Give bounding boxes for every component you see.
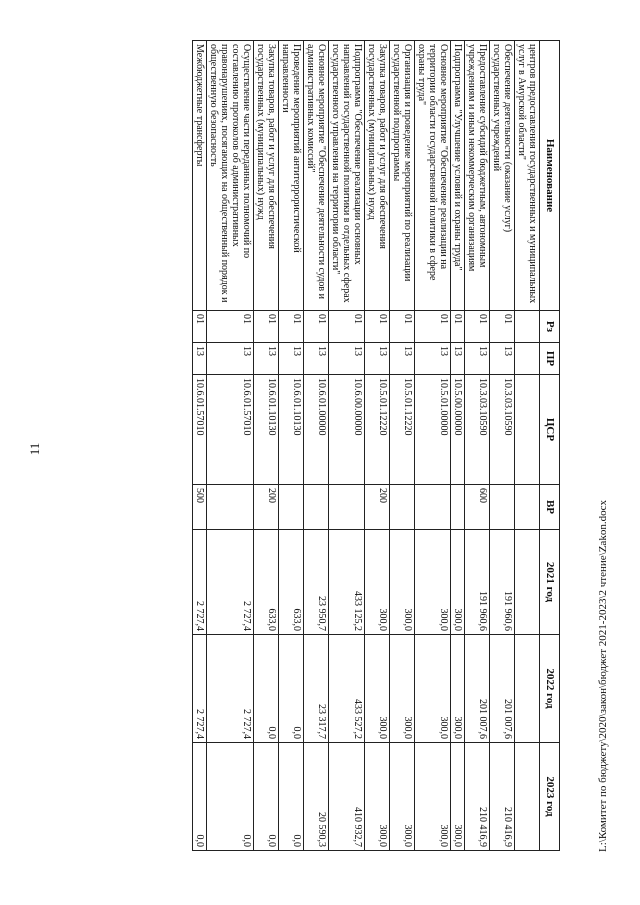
cell-value-2023 — [515, 743, 540, 851]
cell-pr: 13 — [465, 343, 490, 375]
cell-value-2023: 300,0 — [365, 743, 390, 851]
budget-table-container — [100, 40, 560, 850]
cell-name: Подпрограмма "Улучшение условий и охраны труда" — [451, 41, 465, 311]
cell-vr: 600 — [465, 485, 490, 530]
header-2021: 2021 год — [540, 530, 560, 635]
table-row — [515, 41, 540, 851]
cell-pr: 13 — [279, 343, 304, 375]
cell-value-2021: 191 960,6 — [490, 530, 515, 635]
cell-value-2021: 300,0 — [365, 530, 390, 635]
cell-value-2021: 633,0 — [279, 530, 304, 635]
cell-value-2022: 2 727,4 — [193, 635, 207, 743]
cell-value-2022 — [515, 635, 540, 743]
cell-vr: 200 — [365, 485, 390, 530]
cell-csr: 10.5.01.00000 — [415, 375, 451, 485]
cell-rz: 01 — [465, 311, 490, 343]
cell-value-2021: 300,0 — [451, 530, 465, 635]
table-row — [304, 41, 329, 851]
cell-csr: 10.5.01.12220 — [390, 375, 415, 485]
cell-vr — [304, 485, 329, 530]
cell-vr — [515, 485, 540, 530]
cell-vr: 200 — [254, 485, 279, 530]
cell-value-2022: 0,0 — [254, 635, 279, 743]
cell-vr — [490, 485, 515, 530]
cell-value-2021: 2 727,4 — [193, 530, 207, 635]
cell-rz: 01 — [254, 311, 279, 343]
cell-rz: 01 — [490, 311, 515, 343]
cell-vr — [415, 485, 451, 530]
cell-name: Закупка товаров, работ и услуг для обеспечения государственных (муниципальных) нужд — [365, 41, 390, 311]
cell-value-2021: 433 125,2 — [329, 530, 365, 635]
cell-csr: 10.6.01.10130 — [279, 375, 304, 485]
table-row — [465, 41, 490, 851]
cell-value-2022: 300,0 — [365, 635, 390, 743]
cell-value-2021: 300,0 — [415, 530, 451, 635]
cell-name: Основное мероприятие "Обеспечение деятельности судов и административных комиссий" — [304, 41, 329, 311]
cell-value-2023: 210 416,9 — [490, 743, 515, 851]
cell-csr: 10.6.01.57010 — [193, 375, 207, 485]
cell-value-2023: 410 932,7 — [329, 743, 365, 851]
table-row — [451, 41, 465, 851]
table-row — [207, 41, 254, 851]
cell-csr: 10.3.03.10590 — [490, 375, 515, 485]
table-row — [365, 41, 390, 851]
cell-value-2023: 0,0 — [207, 743, 254, 851]
cell-vr — [207, 485, 254, 530]
cell-rz: 01 — [193, 311, 207, 343]
cell-value-2023: 20 590,3 — [304, 743, 329, 851]
cell-value-2023: 210 416,9 — [465, 743, 490, 851]
cell-pr: 13 — [193, 343, 207, 375]
header-2022: 2022 год — [540, 635, 560, 743]
cell-name: Предоставление субсидий бюджетным, автономным учреждениям и иным некоммерческим организациям — [465, 41, 490, 311]
cell-name: Межбюджетные трансферты — [193, 41, 207, 311]
cell-pr: 13 — [390, 343, 415, 375]
cell-vr — [451, 485, 465, 530]
cell-value-2023: 300,0 — [390, 743, 415, 851]
table-row — [329, 41, 365, 851]
cell-value-2023: 0,0 — [254, 743, 279, 851]
table-row — [193, 41, 207, 851]
cell-pr: 13 — [254, 343, 279, 375]
table-row — [279, 41, 304, 851]
header-csr: ЦСР — [540, 375, 560, 485]
table-row — [254, 41, 279, 851]
cell-rz: 01 — [279, 311, 304, 343]
cell-rz: 01 — [451, 311, 465, 343]
cell-pr: 13 — [304, 343, 329, 375]
cell-value-2022: 300,0 — [415, 635, 451, 743]
cell-name: Организация и проведение мероприятий по реализации государственной подпрограммы — [390, 41, 415, 311]
cell-value-2023: 300,0 — [451, 743, 465, 851]
table-row — [490, 41, 515, 851]
cell-vr — [329, 485, 365, 530]
cell-csr: 10.6.01.57010 — [207, 375, 254, 485]
cell-csr: 10.5.01.12220 — [365, 375, 390, 485]
cell-rz: 01 — [365, 311, 390, 343]
cell-value-2023: 300,0 — [415, 743, 451, 851]
cell-name: Закупка товаров, работ и услуг для обеспечения государственных (муниципальных) нужд — [254, 41, 279, 311]
header-pr: ПР — [540, 343, 560, 375]
cell-name: Осуществление части переданных полномочий по составлению протоколов об административных правонарушениях, посягающих на общественный порядок и общественную безопасность — [207, 41, 254, 311]
cell-rz: 01 — [415, 311, 451, 343]
cell-pr: 13 — [207, 343, 254, 375]
cell-name: Проведение мероприятий антитеррористической направленности — [279, 41, 304, 311]
cell-value-2022: 300,0 — [451, 635, 465, 743]
cell-vr: 500 — [193, 485, 207, 530]
cell-name: Обеспечение деятельности (оказание услуг) государственных учреждений — [490, 41, 515, 311]
cell-vr — [279, 485, 304, 530]
cell-value-2023: 0,0 — [279, 743, 304, 851]
footer-file-path: L:\Комитет по бюджету\2020\закон\бюджет 2021-2023\2 чтение\Zakon.docx — [597, 500, 609, 852]
table-row — [390, 41, 415, 851]
cell-rz: 01 — [390, 311, 415, 343]
cell-name: Подпрограмма "Обеспечение реализации основных направлений государственной политики в отдельных сферах государственного управления на территории области" — [329, 41, 365, 311]
cell-pr: 13 — [415, 343, 451, 375]
cell-pr: 13 — [451, 343, 465, 375]
cell-rz: 01 — [207, 311, 254, 343]
cell-value-2021: 633,0 — [254, 530, 279, 635]
cell-value-2022: 300,0 — [390, 635, 415, 743]
cell-name: Основное мероприятие "Обеспечение реализации на территории области государственной политики в сфере охраны труда" — [415, 41, 451, 311]
header-rz: Рз — [540, 311, 560, 343]
cell-value-2021 — [515, 530, 540, 635]
cell-csr: 10.5.00.00000 — [451, 375, 465, 485]
budget-table — [192, 40, 560, 851]
table-row — [415, 41, 451, 851]
cell-value-2022: 0,0 — [279, 635, 304, 743]
header-vr: ВР — [540, 485, 560, 530]
cell-value-2022: 201 007,6 — [490, 635, 515, 743]
cell-value-2022: 23 317,7 — [304, 635, 329, 743]
cell-value-2021: 2 727,4 — [207, 530, 254, 635]
cell-value-2021: 191 960,6 — [465, 530, 490, 635]
cell-value-2021: 300,0 — [390, 530, 415, 635]
header-2023: 2023 год — [540, 743, 560, 851]
cell-value-2023: 0,0 — [193, 743, 207, 851]
cell-csr: 10.6.01.10130 — [254, 375, 279, 485]
cell-pr: 13 — [365, 343, 390, 375]
cell-value-2022: 2 727,4 — [207, 635, 254, 743]
cell-vr — [390, 485, 415, 530]
cell-pr: 13 — [329, 343, 365, 375]
cell-csr: 10.6.00.00000 — [329, 375, 365, 485]
cell-csr: 10.3.03.10590 — [465, 375, 490, 485]
table-header-row — [540, 41, 560, 851]
cell-csr: 10.6.01.00000 — [304, 375, 329, 485]
cell-rz — [515, 311, 540, 343]
cell-pr — [515, 343, 540, 375]
cell-pr: 13 — [490, 343, 515, 375]
cell-value-2022: 201 007,6 — [465, 635, 490, 743]
header-name: Наименование — [540, 41, 560, 311]
cell-csr — [515, 375, 540, 485]
page-number: 11 — [27, 442, 42, 456]
cell-rz: 01 — [329, 311, 365, 343]
cell-value-2021: 23 950,7 — [304, 530, 329, 635]
cell-value-2022: 433 527,2 — [329, 635, 365, 743]
cell-name: центров предоставления государственных и муниципальных услуг в Амурской области" — [515, 41, 540, 311]
cell-rz: 01 — [304, 311, 329, 343]
